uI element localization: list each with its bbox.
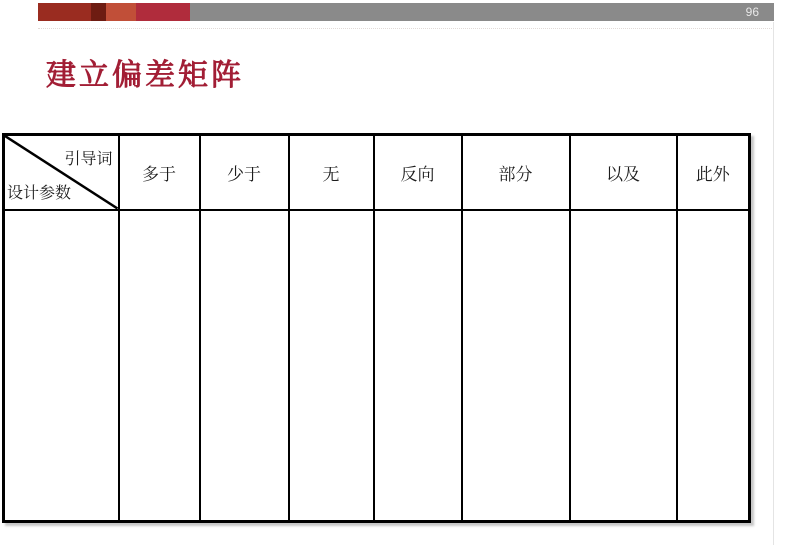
matrix-body-row [4,210,750,522]
matrix-cell [119,210,200,522]
column-header-reverse: 反向 [374,135,462,210]
matrix-cell [570,210,677,522]
matrix-cell [4,210,119,522]
column-header-more: 多于 [119,135,200,210]
decor-block-crimson [136,3,190,21]
corner-label-guide-word: 引导词 [64,151,113,168]
decor-block-dark-red [38,3,91,21]
decor-bar-gray [190,3,774,21]
slide-title: 建立偏差矩阵 [46,59,244,92]
column-header-as-well-as: 以及 [570,135,677,210]
decor-block-orange [106,3,136,21]
matrix-cell [462,210,570,522]
deviation-matrix-table [2,133,751,523]
dotted-separator [38,28,774,29]
column-header-partial: 部分 [462,135,570,210]
matrix-header-row [4,135,750,210]
matrix-cell [289,210,374,522]
corner-label-design-parameter: 设计参数 [7,184,72,202]
decor-block-maroon [91,3,106,21]
corner-cell [4,135,119,210]
column-header-less: 少于 [200,135,289,210]
slide-right-edge-line [773,22,774,545]
matrix-cell [200,210,289,522]
column-header-other-than: 此外 [677,135,750,210]
matrix-cell [677,210,750,522]
top-decor-bar [38,3,774,21]
matrix-cell [374,210,462,522]
column-header-none: 无 [289,135,374,210]
page-number: 96 [745,5,759,19]
